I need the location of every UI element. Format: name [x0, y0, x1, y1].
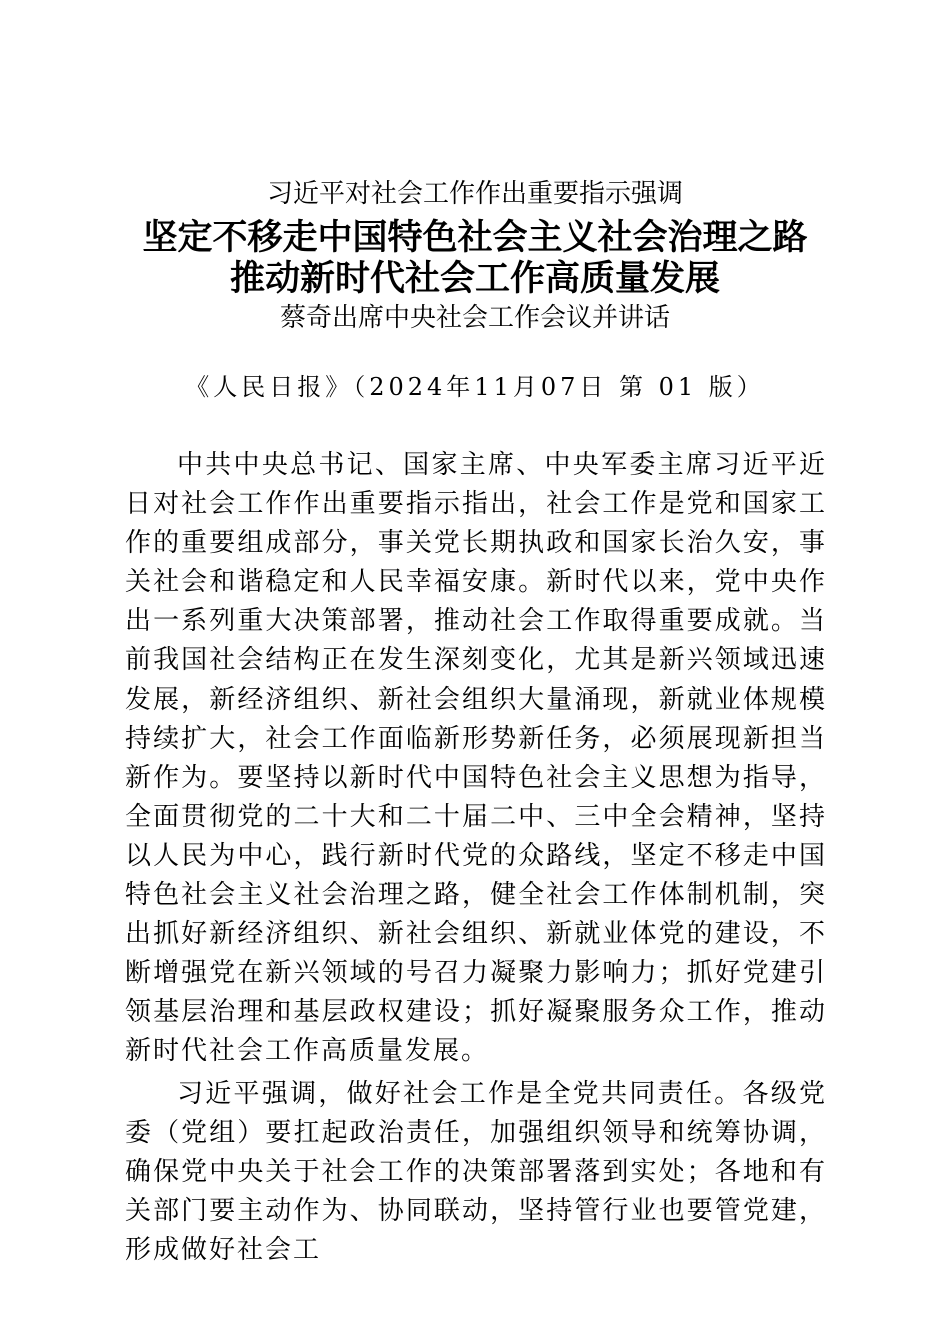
pre-title: 习近平对社会工作作出重要指示强调	[266, 179, 683, 209]
sub-title: 蔡奇出席中央社会工作会议并讲话	[279, 303, 670, 333]
source-line: 《人民日报》（2024年11月07日 第 01 版）	[185, 373, 765, 401]
paragraph-1: 中共中央总书记、国家主席、中央军委主席习近平近日对社会工作作出重要指示指出，社会工作是党和国家工作的重要组成部分，事关党长期执政和国家长治久安，事关社会和谐稳定和人民幸福安康。新时代以来，党中央作出一系列重大决策部署，推动社会工作取得重要成就。当前我国社会结构正在发生深刻变化，尤其是新兴领域迅速发展，新经济组织、新社会组织大量涌现，新就业体规模持续扩大，社会工作面临新形势新任务，必须展现新担当新作为。要坚持以新时代中国特色社会主义思想为指导，全面贯彻党的二十大和二十届二中、三中全会精神，坚持以人民为中心，践行新时代党的众路线，坚定不移走中国特色社会主义社会治理之路，健全社会工作体制机制，突出抓好新经济组织、新社会组织、新就业体党的建设，不断增强党在新兴领域的号召力凝聚力影响力；抓好党建引领基层治理和基层政权建设；抓好凝聚服务众工作，推动新时代社会工作高质量发展。	[125, 450, 827, 1067]
main-title-line-2: 推动新时代社会工作高质量发展	[229, 259, 720, 299]
article-body	[125, 446, 827, 1273]
paragraph-2: 习近平强调，做好社会工作是全党共同责任。各级党委（党组）要扛起政治责任，加强组织领导和统筹协调，确保党中央关于社会工作的决策部署落到实处；各地和有关部门要主动作为、协同联动，坚持管行业也要管党建，形成做好社会工	[125, 1078, 827, 1265]
main-title-line-1: 坚定不移走中国特色社会主义社会治理之路	[142, 218, 808, 258]
